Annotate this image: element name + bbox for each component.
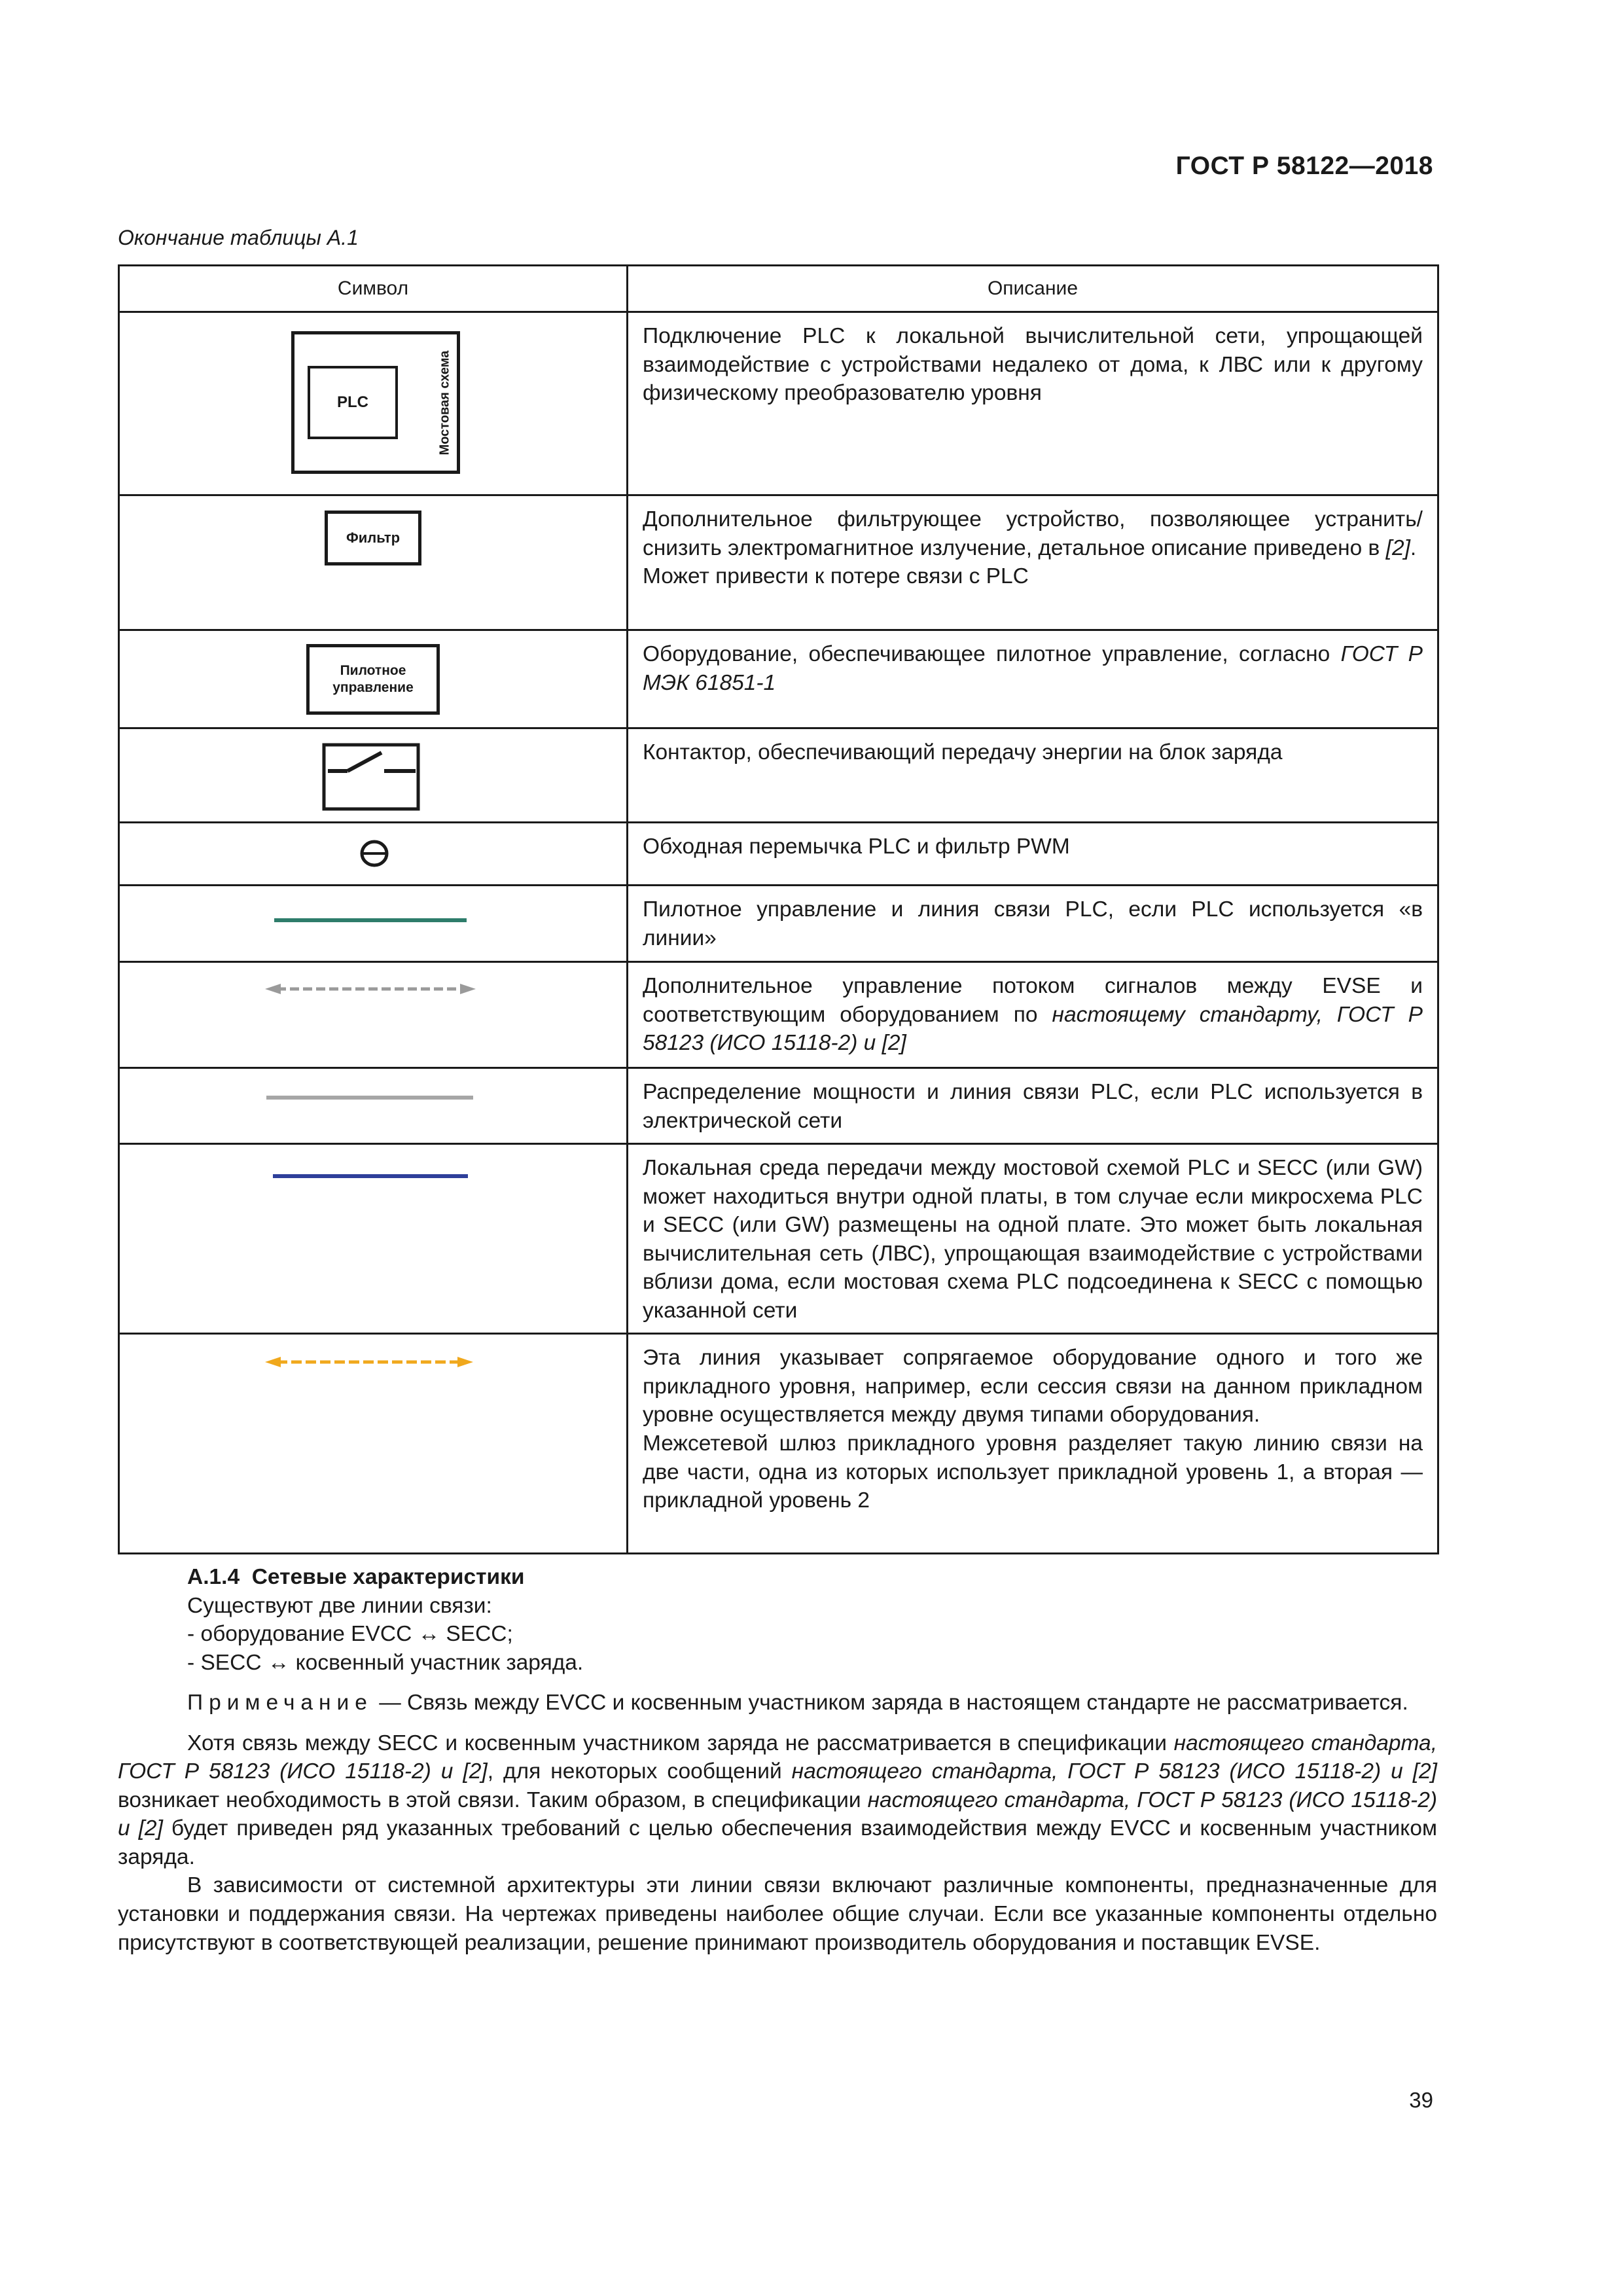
filter-label: Фильтр	[346, 529, 401, 546]
plc-bridge-symbol	[291, 331, 460, 474]
table-row	[119, 962, 1438, 1068]
description-text: Дополнительное управление потоком сигналов между EVSE и соответствующим оборудованием по настоящему стандарту, ГОСТ Р 58123 (ИСО 15118-2) и [2]	[643, 974, 1423, 1056]
pilot-label-2: управление	[332, 680, 414, 695]
symbol-cell	[119, 630, 628, 728]
application-layer-arrow-symbol	[120, 1335, 628, 1551]
local-medium-line-symbol	[120, 1145, 628, 1328]
table-row	[119, 630, 1438, 728]
table-row	[119, 1068, 1438, 1144]
description-cell	[628, 886, 1438, 962]
symbol-cell	[119, 495, 628, 630]
paragraph: Хотя связь между SECC и косвенным участником заряда не рассматривается в спецификации настоящего стандарта, ГОСТ Р 58123 (ИСО 15118-2) и [2], для некоторых сообщений настоящего стандарта, ГОСТ Р 58123 (ИСО 15118-2) и [2] возникает необходимость в этой связи. Таким образом, в спецификации настоящего стандарта, ГОСТ Р 58123 (ИСО 15118-2) и [2] будет приведен ряд указанных требований с целью обеспечения взаимодействия между EVCC и косвенным участником заряда.	[118, 1731, 1437, 1869]
table-row	[119, 823, 1438, 886]
gray-arrowhead-left	[265, 984, 281, 994]
table-row	[119, 1144, 1438, 1334]
symbol-cell	[119, 823, 628, 886]
description-text: Подключение PLC к локальной вычислительной сети, упрощающей взаимодействие с устройствами недалеко от дома, к ЛВС или к другому физическому преобразователю уровня	[643, 324, 1423, 406]
section-network-characteristics	[118, 1563, 1437, 1957]
table-row	[119, 886, 1438, 962]
section-title: Сетевые характеристики	[251, 1565, 525, 1589]
plc-label: PLC	[337, 393, 368, 411]
page-number: 39	[1409, 2088, 1433, 2112]
contactor-frame	[324, 745, 418, 809]
description-text: Распределение мощности и линия связи PLC, если PLC используется в электрической сети	[643, 1080, 1423, 1133]
table-row	[119, 728, 1438, 823]
description-text: Оборудование, обеспечивающее пилотное управление, согласно ГОСТ Р МЭК 61851-1	[643, 642, 1423, 695]
symbol-cell	[119, 728, 628, 823]
list-item: - SECC ↔ косвенный участник заряда.	[187, 1650, 584, 1675]
table-row	[119, 312, 1438, 495]
note	[118, 1689, 1437, 1717]
column-header-symbol: Символ	[119, 266, 628, 312]
filter-symbol	[325, 511, 421, 565]
list-item: - оборудование EVCC ↔ SECC;	[187, 1622, 513, 1647]
symbol-cell	[119, 1144, 628, 1334]
paragraph: В зависимости от системной архитектуры эти линии связи включают различные компоненты, предназначенные для установки и поддержания связи. На чертежах приведены наиболее общие случаи. Если все указанные компоненты отдельно присутствуют в соответствующей реализации, решение принимают производитель оборудования и поставщик EVSE.	[118, 1873, 1437, 1955]
gray-arrowhead-right	[460, 984, 476, 994]
table-caption: Окончание таблицы А.1	[118, 226, 359, 249]
table-header-row	[119, 266, 1438, 312]
gray-dashed-arrow	[265, 984, 476, 994]
table-row	[119, 495, 1438, 630]
description-text: Пилотное управление и линия связи PLC, если PLC используется «в линии»	[643, 897, 1423, 950]
description-cell	[628, 312, 1438, 495]
power-plc-line-symbol	[120, 1069, 628, 1141]
description-text-2: Межсетевой шлюз прикладного уровня разделяет такую линию связи на две части, одна из которых использует прикладной уровень 1, а вторая — прикладной уровень 2	[643, 1431, 1423, 1513]
plc-box	[308, 366, 398, 439]
table-row	[119, 1334, 1438, 1554]
contactor-symbol	[120, 729, 628, 819]
document-code: ГОСТ Р 58122—2018	[1175, 152, 1433, 180]
description-cell	[628, 1334, 1438, 1554]
note-text: — Связь между EVCC и косвенным участником заряда в настоящем стандарте не рассматривается.	[372, 1691, 1408, 1715]
pilot-label-1: Пилотное	[340, 662, 406, 678]
description-cell	[628, 823, 1438, 886]
symbols-table	[118, 264, 1439, 1554]
bypass-graphic	[362, 842, 387, 865]
bypass-symbol	[120, 823, 628, 882]
pilot-control-symbol	[306, 644, 440, 715]
section-heading	[118, 1563, 1437, 1592]
description-cell	[628, 962, 1438, 1068]
symbol-cell	[119, 886, 628, 962]
description-cell	[628, 1144, 1438, 1334]
contactor-blade	[348, 753, 382, 771]
contactor-graphic	[324, 745, 418, 809]
description-text: Дополнительное фильтрующее устройство, позволяющее устранить/снизить электромагнитное излучение, детальное описание приведено в [2].	[643, 507, 1423, 560]
description-text: Эта линия указывает сопрягаемое оборудование одного и того же прикладного уровня, например, если сессия связи на данном прикладном уровне осуществляется между двумя типами оборудования.	[643, 1346, 1423, 1427]
signal-flow-arrow-symbol	[120, 963, 628, 1061]
description-cell	[628, 495, 1438, 630]
description-text-2: Может привести к потере связи с PLC	[643, 564, 1029, 589]
description-cell	[628, 1068, 1438, 1144]
yellow-arrowhead-left	[265, 1357, 281, 1367]
symbol-cell	[119, 1334, 628, 1554]
bridge-vertical-label	[432, 334, 458, 471]
section-number: А.1.4	[187, 1565, 240, 1589]
description-text: Обходная перемычка PLC и фильтр PWM	[643, 834, 1070, 859]
symbol-cell	[119, 962, 628, 1068]
note-label: Примечание	[187, 1691, 373, 1715]
yellow-arrowhead-right	[457, 1357, 473, 1367]
column-header-description: Описание	[628, 266, 1438, 312]
symbol-cell	[119, 312, 628, 495]
symbol-cell	[119, 1068, 628, 1144]
section-intro: Существуют две линии связи:	[187, 1593, 492, 1618]
description-text: Контактор, обеспечивающий передачу энергии на блок заряда	[643, 740, 1283, 764]
yellow-dashed-arrow	[265, 1357, 473, 1367]
description-cell	[628, 630, 1438, 728]
pilot-plc-line-symbol	[120, 886, 628, 958]
description-cell	[628, 728, 1438, 823]
description-text: Локальная среда передачи между мостовой схемой PLC и SECC (или GW) может находиться внутри одной платы, в том случае если микросхема PLC и SECC (или GW) размещены на одной плате. Это может быть локальная вычислительная сеть (ЛВС), упрощающая взаимодействие с устройствами вблизи дома, если мостовая схема PLC подсоединена к SECC с помощью указанной сети	[643, 1156, 1423, 1323]
bridge-label: Мостовая схема	[437, 350, 452, 455]
